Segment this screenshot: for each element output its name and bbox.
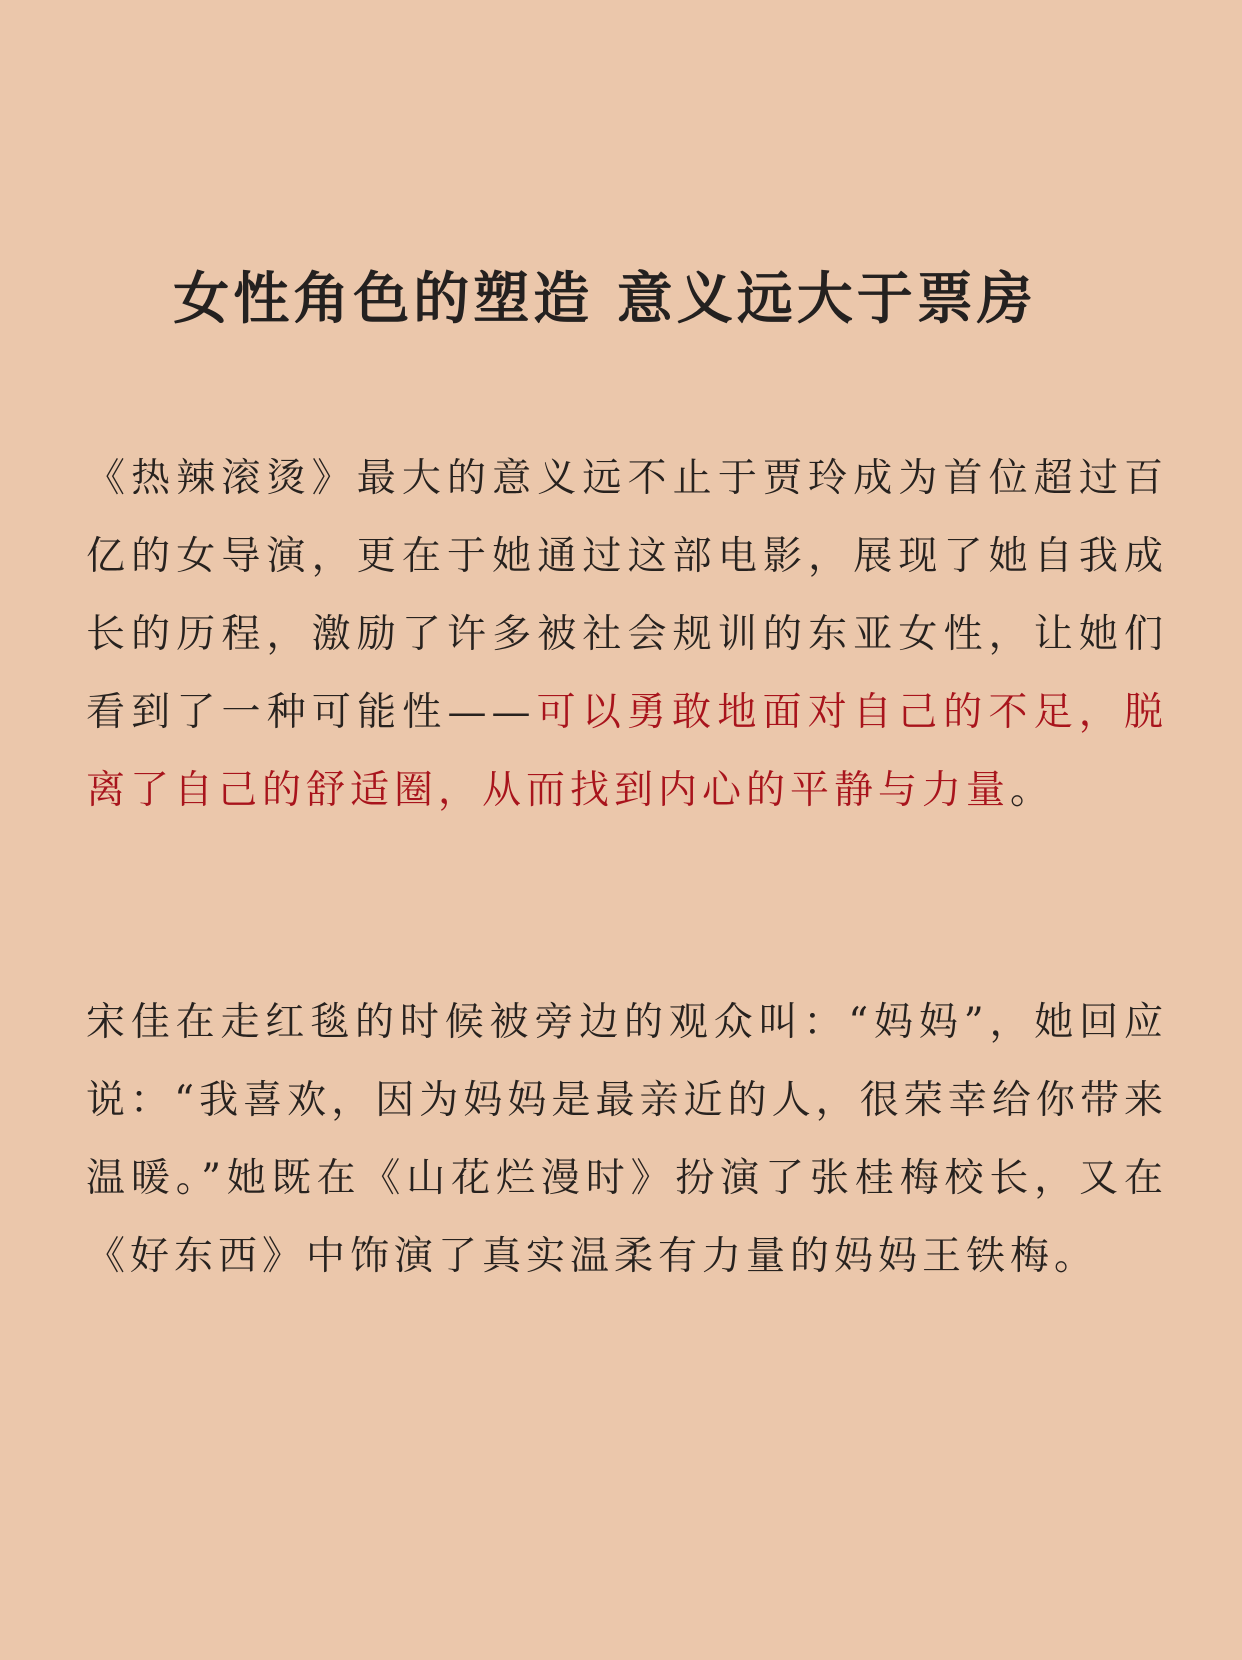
paragraph-1-highlight: 可以勇敢地面对自己的不足，脱离了自己的舒适圈，从而找到内心的平静与力量: [86, 690, 1168, 813]
paragraph-1-text: 《热辣滚烫》最大的意义远不止于贾玲成为首位超过百亿的女导演，更在于她通过这部电影，展现了她自我成长的历程，激励了许多被社会规训的东亚女性，让她们看到了一种可能性——: [86, 456, 1168, 735]
paragraph-2: [86, 984, 1168, 1296]
paragraph-2-text: 宋佳在走红毯的时候被旁边的观众叫：“妈妈”，她回应说：“我喜欢，因为妈妈是最亲近的人，很荣幸给你带来温暖。”她既在《山花烂漫时》扮演了张桂梅校长，又在《好东西》中饰演了真实温柔有力量的妈妈王铁梅。: [86, 1000, 1168, 1279]
paragraph-1: [86, 440, 1168, 830]
paragraph-1-end: 。: [1010, 768, 1055, 813]
article-title: 女性角色的塑造 意义远大于票房: [173, 267, 1037, 332]
